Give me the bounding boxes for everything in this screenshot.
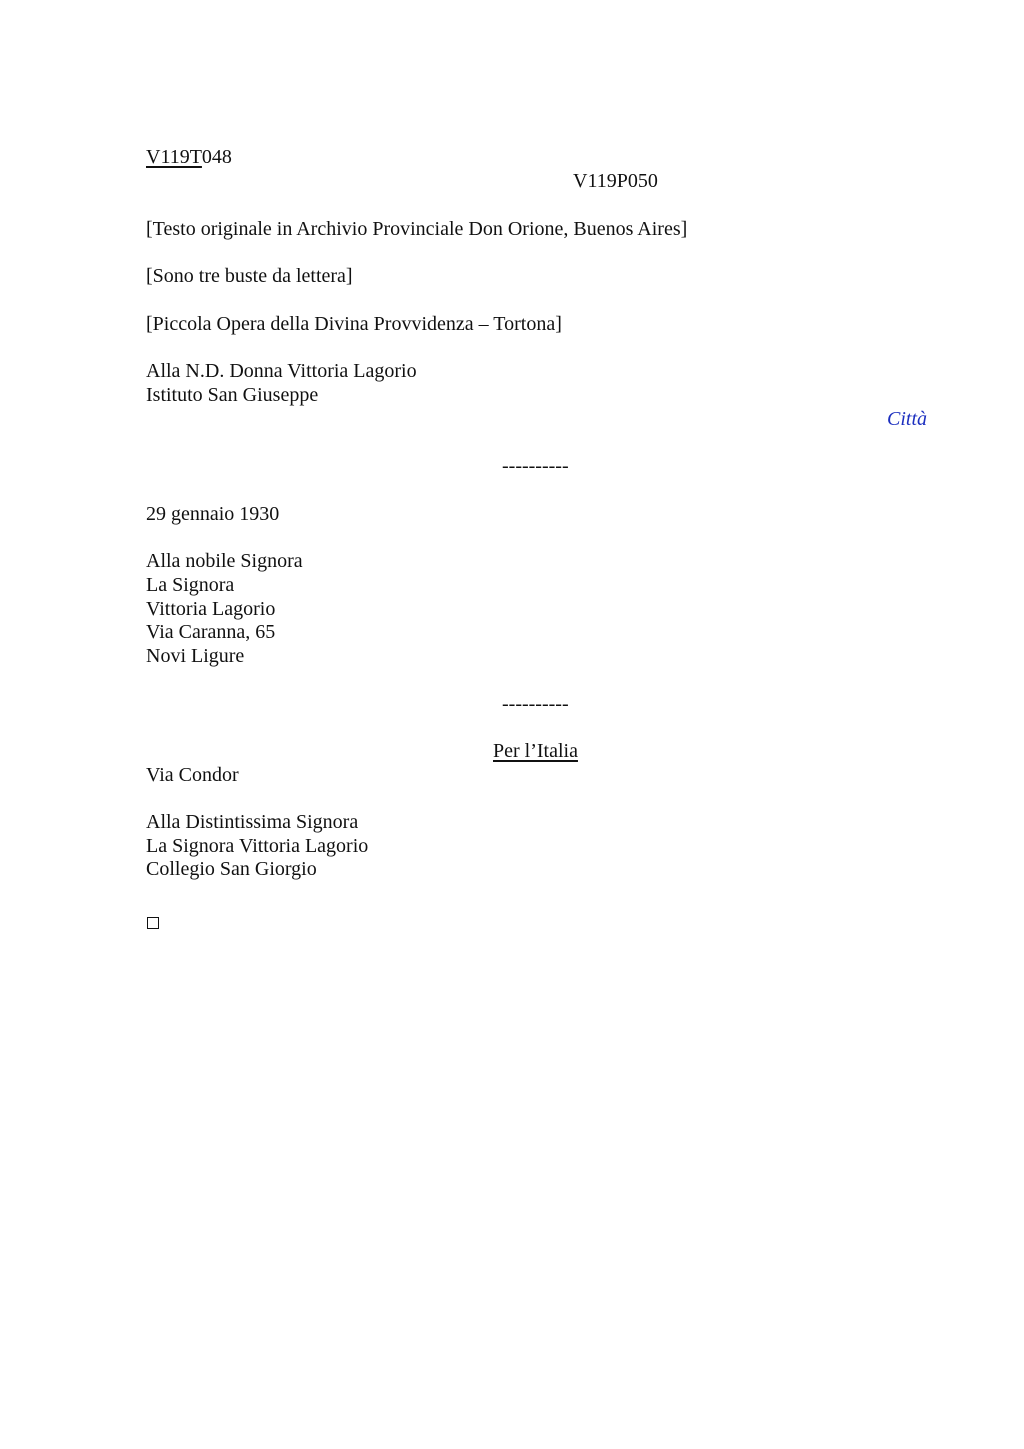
document-code — [146, 145, 232, 169]
envelope3-line-3: Collegio San Giorgio — [146, 858, 317, 880]
archive-note: [Testo originale in Archivio Provinciale Don Orione, Buenos Aires] — [146, 218, 688, 240]
sender-note: [Piccola Opera della Divina Provvidenza – Tortona] — [146, 313, 562, 335]
envelope2-line-4: Via Caranna, 65 — [146, 621, 276, 643]
separator-1: ---------- — [502, 455, 569, 477]
envelopes-note: [Sono tre buste da lettera] — [146, 265, 353, 287]
envelope2-date: 29 gennaio 1930 — [146, 503, 280, 525]
document-code-suffix: 048 — [201, 146, 232, 168]
envelope3-line-2: La Signora Vittoria Lagorio — [146, 835, 369, 857]
envelope1-institute: Istituto San Giuseppe — [146, 384, 319, 406]
envelope2-line-3: Vittoria Lagorio — [146, 598, 276, 620]
document-code-underlined: V119T — [146, 146, 202, 168]
envelope2-line-5: Novi Ligure — [146, 645, 245, 667]
envelope3-line-1: Alla Distintissima Signora — [146, 811, 359, 833]
envelope3-via: Via Condor — [146, 764, 239, 786]
envelope2-line-2: La Signora — [146, 574, 235, 596]
envelope3-routing: Per l’Italia — [493, 740, 578, 762]
page-code: V119P050 — [573, 170, 658, 192]
envelope1-city: Città — [886, 408, 927, 430]
separator-2: ---------- — [502, 693, 569, 715]
envelope2-line-1: Alla nobile Signora — [146, 550, 303, 572]
empty-square-glyph — [147, 917, 159, 929]
envelope1-addressee: Alla N.D. Donna Vittoria Lagorio — [146, 360, 417, 382]
